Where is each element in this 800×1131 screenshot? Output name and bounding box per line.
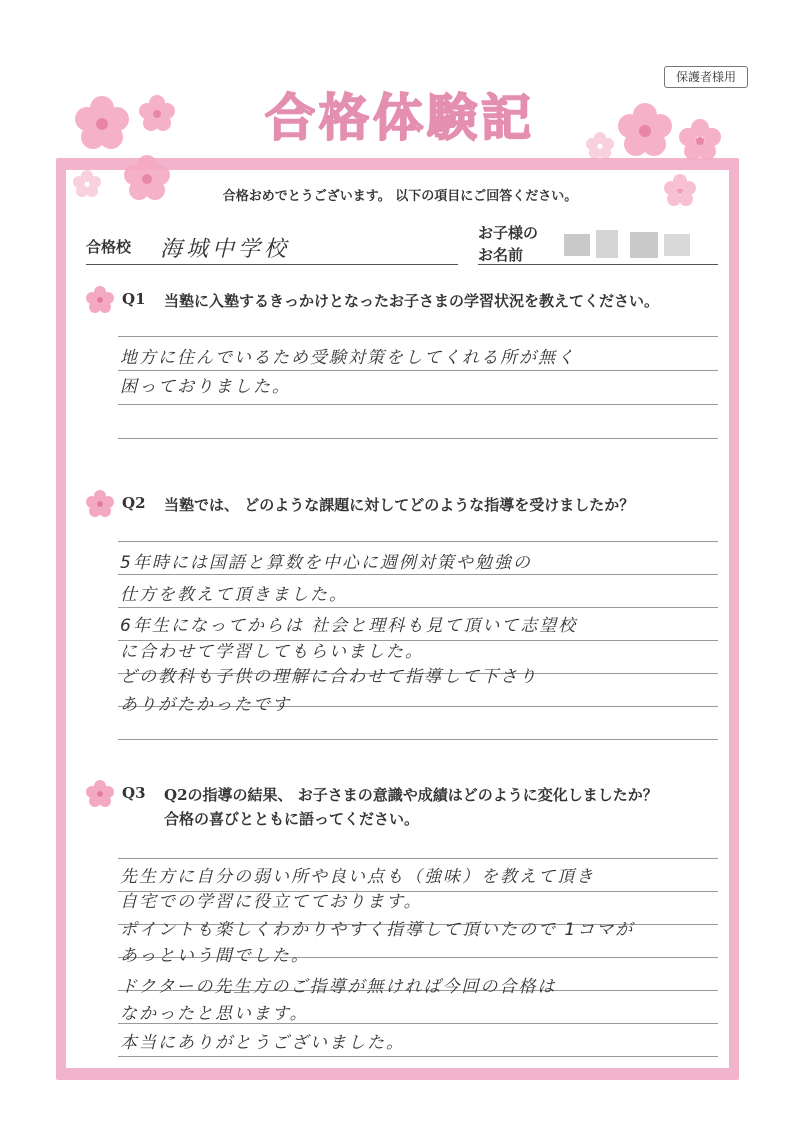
rule xyxy=(118,858,718,859)
answer-3-line: ドクターの先生方のご指導が無ければ今回の合格は xyxy=(120,977,557,997)
child-name-label-1: お子様の xyxy=(478,224,539,242)
answer-2-line: 仕方を教えて頂きました。 xyxy=(120,585,348,605)
school-underline xyxy=(86,264,458,265)
question-3-number: Q3 xyxy=(122,784,146,802)
question-2 xyxy=(86,490,726,518)
blossom-icon xyxy=(86,780,114,808)
answer-3-line: 自宅での学習に役立てております。 xyxy=(120,892,423,912)
question-1 xyxy=(86,286,726,314)
rule xyxy=(118,370,718,371)
answer-2-line: 6年生になってからは 社会と理科も見て頂いて志望校 xyxy=(120,616,578,636)
question-3-subtext: 合格の喜びとともに語ってください。 xyxy=(164,810,420,828)
answer-3-line: ポイントも楽しくわかりやすく指導して頂いたので 1コマが xyxy=(120,920,635,940)
rule xyxy=(118,336,718,337)
school-label: 合格校 xyxy=(86,238,132,256)
answer-2-line: ありがたかったです xyxy=(120,695,291,715)
question-1-number: Q1 xyxy=(122,290,146,308)
intro-text: 合格おめでとうございます。 以下の項目にご回答ください。 xyxy=(222,189,578,204)
answer-1-line: 困っておりました。 xyxy=(120,377,291,397)
question-3-text: Q2の指導の結果、 お子さまの意識や成績はどのように変化しましたか？ xyxy=(164,786,658,804)
question-2-text: 当塾では、 どのような課題に対してどのような指導を受けましたか？ xyxy=(164,496,635,514)
answer-2-line: に合わせて学習してもらいました。 xyxy=(120,642,424,662)
child-name-blurred xyxy=(560,226,695,264)
question-1-text: 当塾に入塾するきっかけとなったお子さまの学習状況を教えてください。 xyxy=(164,292,660,310)
answer-1-line: 地方に住んでいるため受験対策をしてくれる所が無く xyxy=(120,348,576,368)
rule xyxy=(118,739,718,740)
answer-3-line: あっという間でした。 xyxy=(120,946,310,966)
answer-2-line: 5年時には国語と算数を中心に週例対策や勉強の xyxy=(120,553,532,573)
rule xyxy=(118,607,718,608)
answer-2-line: どの教科も子供の理解に合わせて指導して下さり xyxy=(120,667,538,687)
rule xyxy=(118,574,718,575)
rule xyxy=(118,404,718,405)
child-name-label-2: お名前 xyxy=(478,246,524,264)
rule xyxy=(118,438,718,439)
question-3 xyxy=(86,780,726,832)
answer-3-line: なかったと思います。 xyxy=(120,1004,309,1024)
page-title: 合格体験記 xyxy=(265,89,535,147)
school-value: 海城中学校 xyxy=(160,237,291,262)
blossom-icon xyxy=(86,490,114,518)
answer-3-line: 本当にありがとうございました。 xyxy=(120,1033,405,1053)
rule xyxy=(118,1056,718,1057)
child-name-underline xyxy=(478,264,718,265)
guardian-tag: 保護者様用 xyxy=(664,66,748,88)
question-2-number: Q2 xyxy=(122,494,146,512)
rule xyxy=(118,541,718,542)
blossom-icon xyxy=(86,286,114,314)
answer-3-line: 先生方に自分の弱い所や良い点も（強味）を教えて頂き xyxy=(120,867,595,887)
